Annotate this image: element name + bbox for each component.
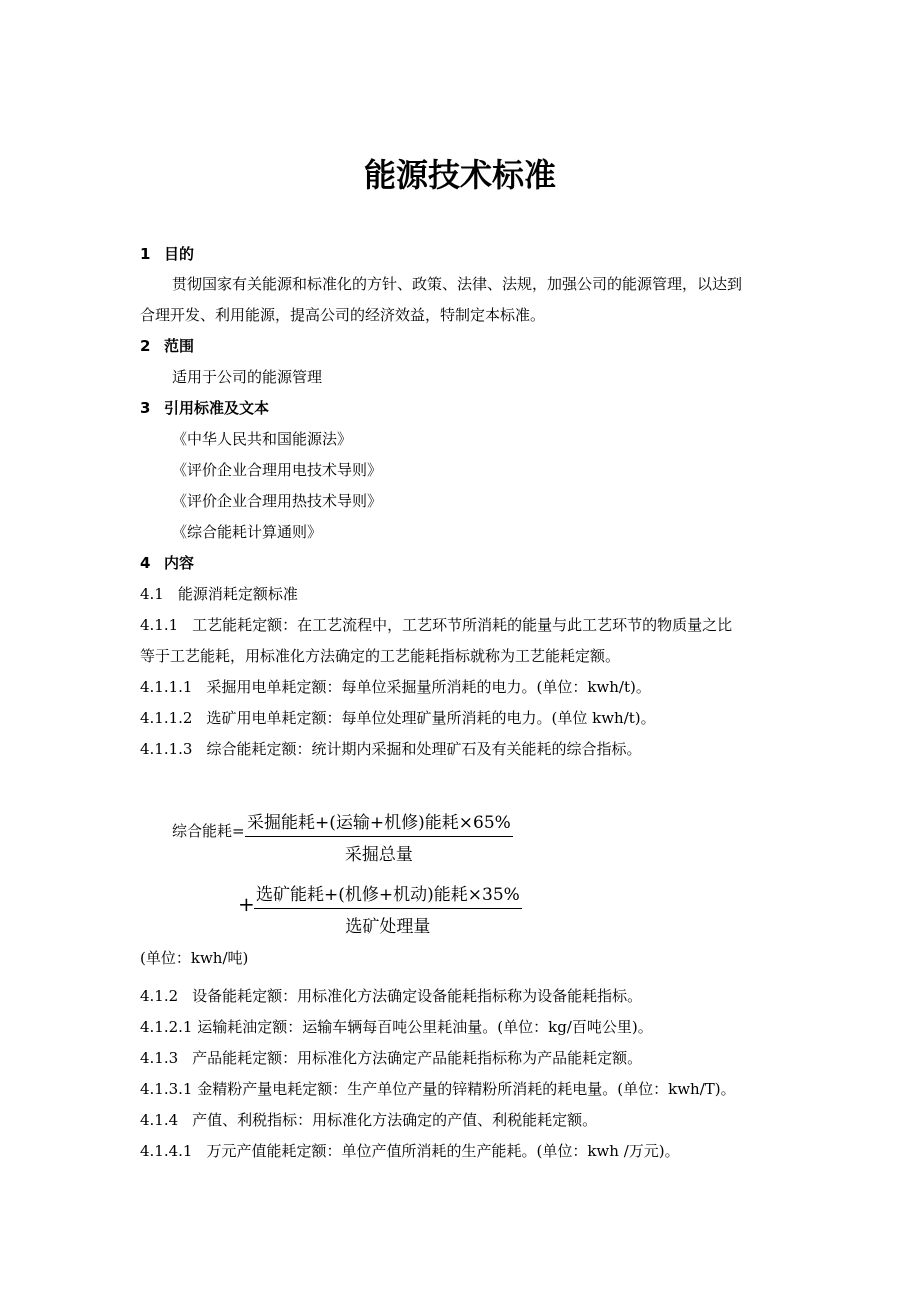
formula-fraction-2 <box>254 880 522 937</box>
clause-text: 选矿用电单耗定额：每单位处理矿量所消耗的电力。(单位 kwh/t)。 <box>206 709 656 727</box>
section-title: 引用标准及文本 <box>164 399 270 417</box>
clause-number: 4.1 <box>140 585 164 603</box>
fraction-denominator: 选矿处理量 <box>345 917 431 937</box>
reference-item: 《评价企业合理用热技术导则》 <box>172 492 383 510</box>
section-number: 3 <box>140 399 151 417</box>
section-number: 4 <box>140 554 151 572</box>
reference-item: 《综合能耗计算通则》 <box>172 523 323 541</box>
formula-unit: (单位：kwh/吨) <box>140 949 249 967</box>
section-heading-4 <box>140 553 194 573</box>
clause-text: 设备能耗定额：用标准化方法确定设备能耗指标称为设备能耗指标。 <box>192 987 643 1005</box>
clause-text: 采掘用电单耗定额：每单位采掘量所消耗的电力。(单位：kwh/t)。 <box>206 678 651 696</box>
paragraph-line: 贯彻国家有关能源和标准化的方针、政策、法律、法规，加强公司的能源管理，以达到 <box>172 275 743 293</box>
clause-text: 能源消耗定额标准 <box>177 585 298 603</box>
clause-text: 工艺能耗定额：在工艺流程中，工艺环节所消耗的能量与此工艺环节的物质量之比 <box>192 616 733 634</box>
clause-number: 4.1.2 <box>140 987 179 1005</box>
clause-number: 4.1.4 <box>140 1111 179 1129</box>
section-title: 内容 <box>164 554 195 572</box>
fraction-denominator: 采掘总量 <box>344 845 413 865</box>
clause-text: 产品能耗定额：用标准化方法确定产品能耗指标称为产品能耗定额。 <box>192 1049 643 1067</box>
clause-4-1-1-2 <box>140 708 656 728</box>
clause-number: 4.1.3 <box>140 1049 179 1067</box>
clause-4-1-2 <box>140 986 642 1006</box>
clause-text: 万元产值能耗定额：单位产值所消耗的生产能耗。(单位：kwh /万元)。 <box>206 1142 680 1160</box>
fraction-numerator: 选矿能耗+(机修+机动)能耗×35% <box>254 880 522 909</box>
clause-4-1-1-1 <box>140 677 651 697</box>
section-heading-2 <box>140 336 194 356</box>
section-heading-3 <box>140 398 269 418</box>
clause-number: 4.1.2.1 <box>140 1018 193 1036</box>
fraction-numerator: 采掘能耗+(运输+机修)能耗×65% <box>245 808 513 837</box>
clause-4-1-4-1 <box>140 1141 680 1161</box>
paragraph-line: 合理开发、利用能源，提高公司的经济效益，特制定本标准。 <box>140 306 546 324</box>
clause-text: 金精粉产量电耗定额：生产单位产量的锌精粉所消耗的耗电量。(单位：kwh/T)。 <box>197 1080 736 1098</box>
clause-4-1-3 <box>140 1048 642 1068</box>
clause-4-1-1-3 <box>140 739 642 759</box>
reference-item: 《评价企业合理用电技术导则》 <box>172 461 383 479</box>
clause-number: 4.1.1.2 <box>140 709 193 727</box>
clause-number: 4.1.1.1 <box>140 678 193 696</box>
section-number: 2 <box>140 337 151 355</box>
reference-item: 《中华人民共和国能源法》 <box>172 430 353 448</box>
paragraph-line: 等于工艺能耗，用标准化方法确定的工艺能耗指标就称为工艺能耗定额。 <box>140 647 621 665</box>
clause-text: 运输耗油定额：运输车辆每百吨公里耗油量。(单位：kg/百吨公里)。 <box>197 1018 653 1036</box>
clause-number: 4.1.4.1 <box>140 1142 193 1160</box>
formula-fraction-1 <box>245 808 513 865</box>
clause-number: 4.1.1.3 <box>140 740 193 758</box>
clause-4-1-3-1 <box>140 1079 736 1099</box>
clause-number: 4.1.1 <box>140 616 179 634</box>
clause-4-1 <box>140 584 298 604</box>
section-title: 范围 <box>164 337 195 355</box>
plus-sign: + <box>238 892 255 916</box>
document-title: 能源技术标准 <box>363 156 556 194</box>
clause-4-1-2-1 <box>140 1017 653 1037</box>
clause-4-1-1 <box>140 615 732 635</box>
section-heading-1 <box>140 244 194 264</box>
section-title: 目的 <box>164 245 195 263</box>
paragraph-line: 适用于公司的能源管理 <box>172 368 323 386</box>
section-number: 1 <box>140 245 151 263</box>
formula-label: 综合能耗= <box>172 822 245 840</box>
clause-4-1-4 <box>140 1110 597 1130</box>
clause-text: 综合能耗定额：统计期内采掘和处理矿石及有关能耗的综合指标。 <box>206 740 642 758</box>
clause-number: 4.1.3.1 <box>140 1080 193 1098</box>
clause-text: 产值、利税指标：用标准化方法确定的产值、利税能耗定额。 <box>192 1111 598 1129</box>
